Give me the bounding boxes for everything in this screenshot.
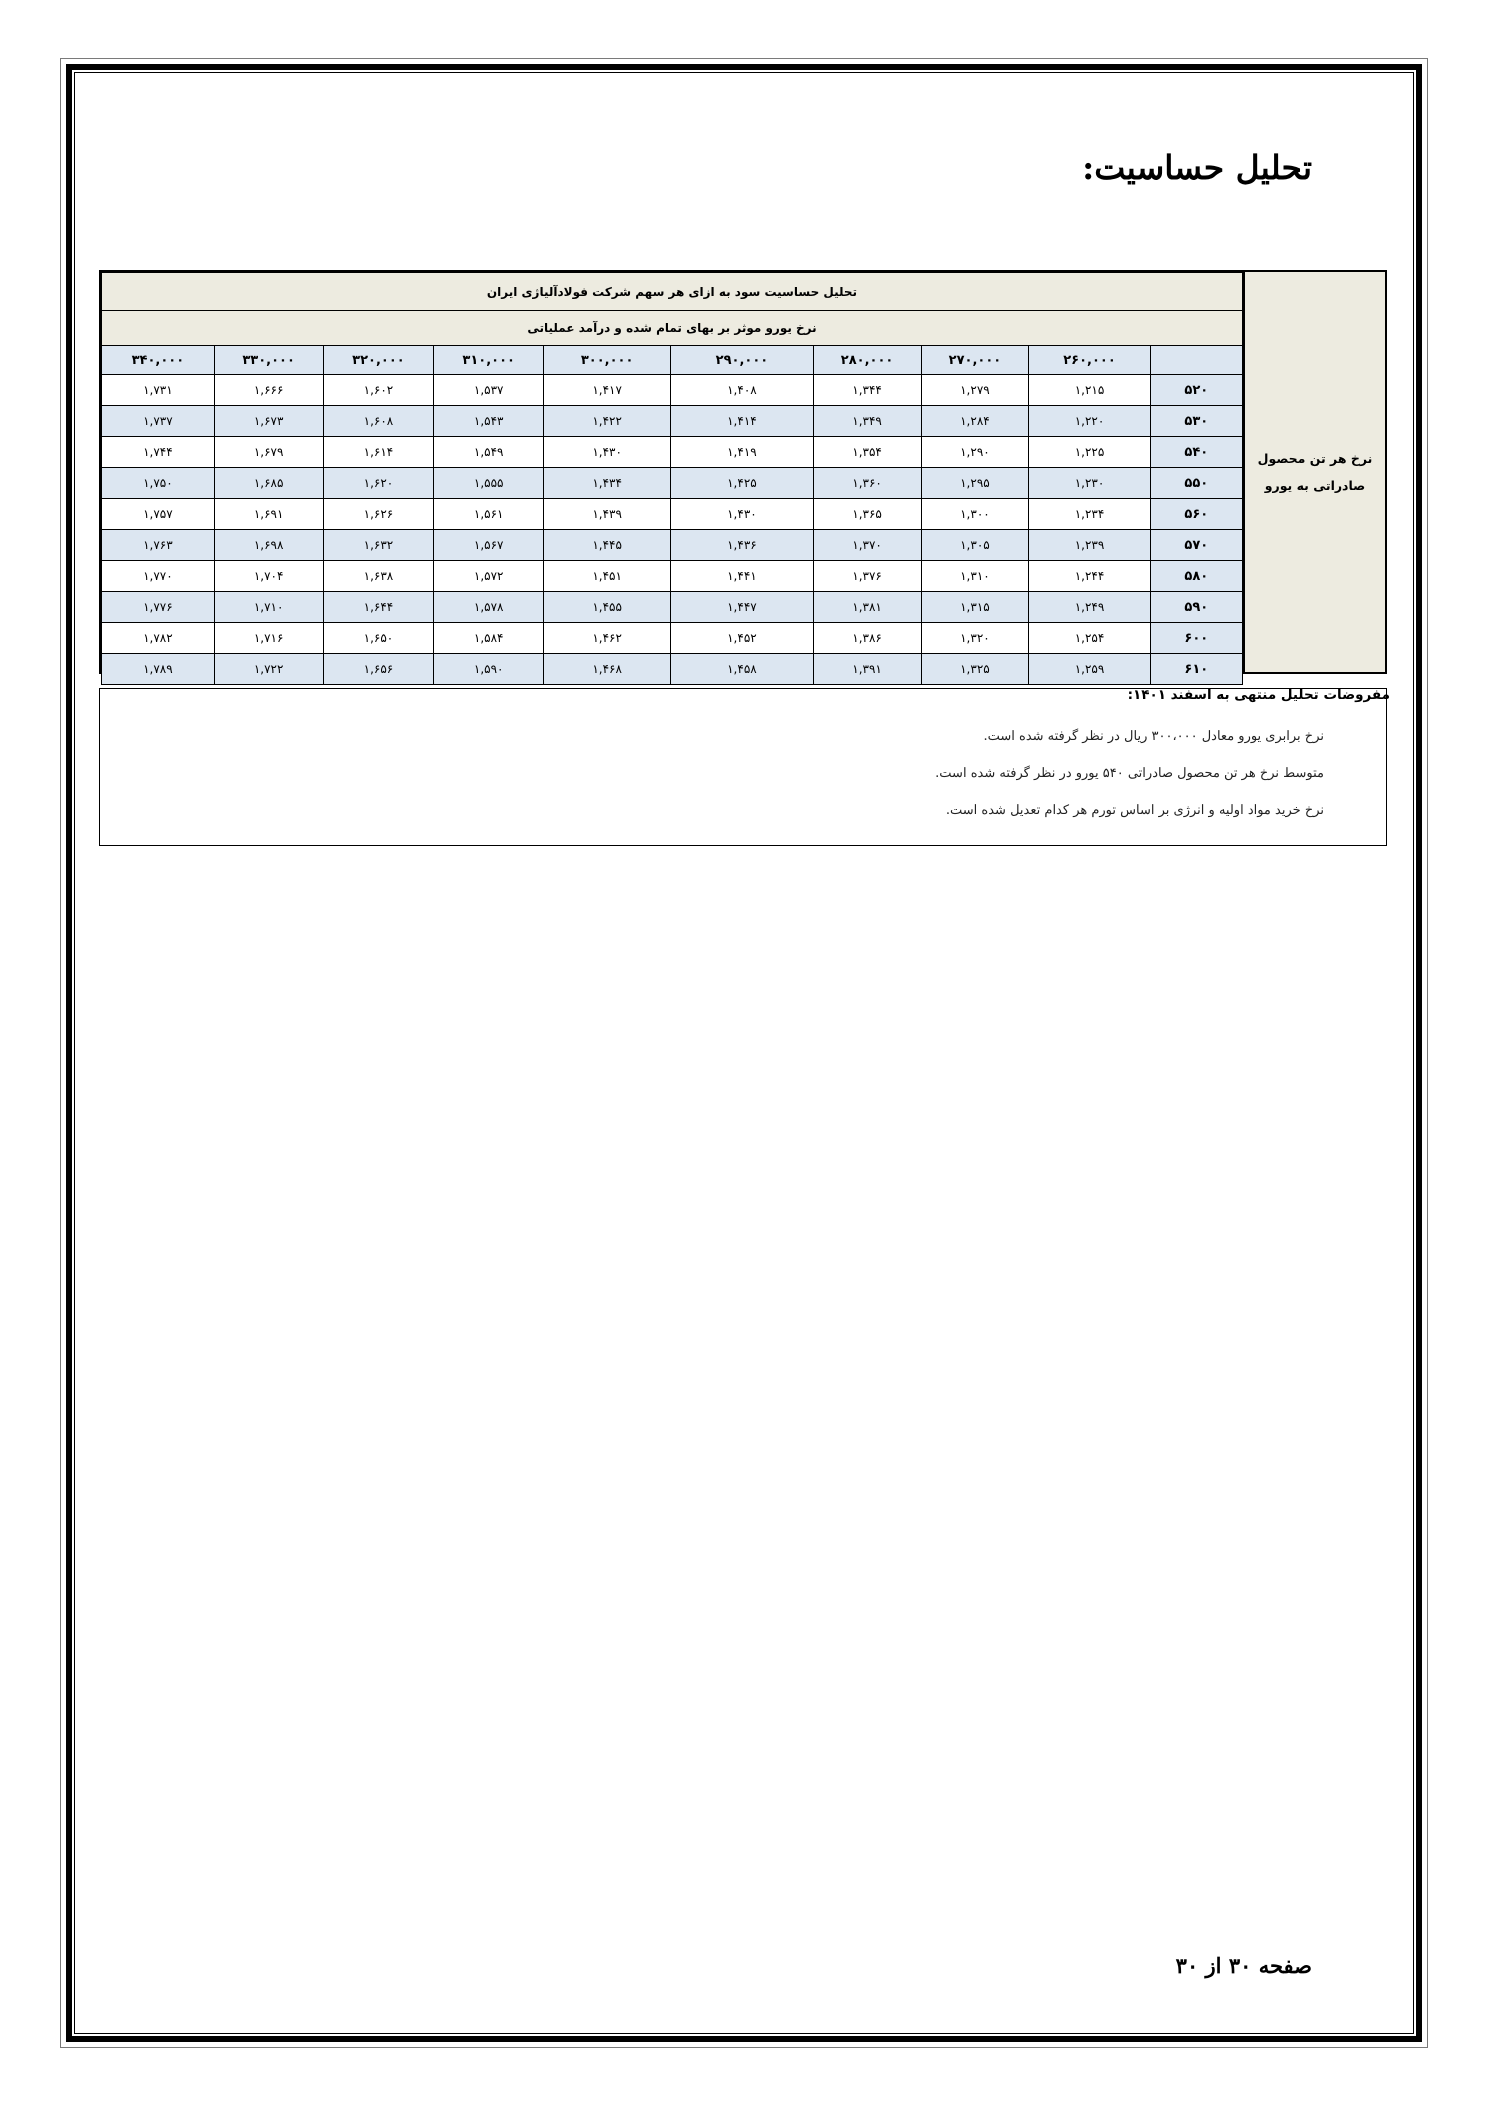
table-cell: ۱,۲۸۴ <box>921 406 1029 437</box>
table-cell: ۱,۴۵۱ <box>544 561 671 592</box>
table-cell: ۱,۶۷۹ <box>214 437 323 468</box>
table-cell: ۱,۳۱۰ <box>921 561 1029 592</box>
table-cell: ۱,۶۱۴ <box>323 437 434 468</box>
table-cell: ۱,۴۳۴ <box>544 468 671 499</box>
column-header: ۳۱۰,۰۰۰ <box>434 346 544 375</box>
column-header: ۲۷۰,۰۰۰ <box>921 346 1029 375</box>
table-cell: ۱,۴۴۷ <box>671 592 813 623</box>
table-cell: ۱,۶۲۰ <box>323 468 434 499</box>
table-cell: ۱,۴۳۶ <box>671 530 813 561</box>
table-cell: ۱,۷۸۲ <box>102 623 215 654</box>
table-cell: ۱,۲۳۰ <box>1029 468 1150 499</box>
table-cell: ۱,۵۳۷ <box>434 375 544 406</box>
table-row <box>102 468 1243 499</box>
table-cell: ۱,۳۶۵ <box>813 499 921 530</box>
table-cell: ۱,۳۸۶ <box>813 623 921 654</box>
table-cell: ۱,۲۴۹ <box>1029 592 1150 623</box>
table-cell: ۱,۲۲۵ <box>1029 437 1150 468</box>
row-axis-label-line1: نرخ هر تن محصول <box>1257 451 1373 466</box>
table-cell: ۱,۲۵۴ <box>1029 623 1150 654</box>
table-row <box>102 623 1243 654</box>
column-header: ۳۴۰,۰۰۰ <box>102 346 215 375</box>
table-cell: ۱,۴۳۰ <box>544 437 671 468</box>
table-cell: ۱,۴۵۵ <box>544 592 671 623</box>
table-cell: ۱,۶۴۴ <box>323 592 434 623</box>
assumptions-list <box>935 718 1324 829</box>
table-cell: ۱,۵۷۲ <box>434 561 544 592</box>
table-cell: ۱,۷۱۰ <box>214 592 323 623</box>
table-cell: ۱,۶۰۲ <box>323 375 434 406</box>
row-header: ۵۸۰ <box>1150 561 1242 592</box>
sensitivity-table <box>99 270 1387 677</box>
table-cell: ۱,۳۹۱ <box>813 654 921 685</box>
table-cell: ۱,۵۷۸ <box>434 592 544 623</box>
table-cell: ۱,۷۳۱ <box>102 375 215 406</box>
table-row <box>102 561 1243 592</box>
table-row <box>102 592 1243 623</box>
table-cell: ۱,۵۹۰ <box>434 654 544 685</box>
table-cell: ۱,۶۵۶ <box>323 654 434 685</box>
row-header: ۵۶۰ <box>1150 499 1242 530</box>
table-cell: ۱,۷۵۷ <box>102 499 215 530</box>
table-cell: ۱,۲۳۹ <box>1029 530 1150 561</box>
table-cell: ۱,۶۵۰ <box>323 623 434 654</box>
table-cell: ۱,۴۵۸ <box>671 654 813 685</box>
table-cell: ۱,۳۴۴ <box>813 375 921 406</box>
table-row <box>102 499 1243 530</box>
table-row <box>102 437 1243 468</box>
column-header: ۳۰۰,۰۰۰ <box>544 346 671 375</box>
table-cell: ۱,۴۲۲ <box>544 406 671 437</box>
table-row <box>102 530 1243 561</box>
row-header: ۵۵۰ <box>1150 468 1242 499</box>
row-header: ۵۲۰ <box>1150 375 1242 406</box>
table-cell: ۱,۳۰۰ <box>921 499 1029 530</box>
table-row <box>102 375 1243 406</box>
table-cell: ۱,۷۷۰ <box>102 561 215 592</box>
table-cell: ۱,۲۹۵ <box>921 468 1029 499</box>
assumption-item: متوسط نرخ هر تن محصول صادراتی ۵۴۰ یورو در نظر گرفته شده است. <box>935 766 1324 781</box>
table-cell: ۱,۷۰۴ <box>214 561 323 592</box>
table-cell: ۱,۲۴۴ <box>1029 561 1150 592</box>
table-cell: ۱,۴۴۵ <box>544 530 671 561</box>
row-header: ۵۹۰ <box>1150 592 1242 623</box>
row-axis-label-line2: صادراتی به یورو <box>1264 478 1366 493</box>
row-header: ۶۱۰ <box>1150 654 1242 685</box>
table-cell: ۱,۴۳۰ <box>671 499 813 530</box>
table-cell: ۱,۴۲۵ <box>671 468 813 499</box>
row-header: ۶۰۰ <box>1150 623 1242 654</box>
table-title: تحلیل حساسیت سود به ازای هر سهم شرکت فولادآلیاژی ایران <box>102 273 1243 311</box>
assumptions-box <box>99 687 1390 846</box>
table-cell: ۱,۴۶۸ <box>544 654 671 685</box>
table-cell: ۱,۳۲۰ <box>921 623 1029 654</box>
table-cell: ۱,۳۶۰ <box>813 468 921 499</box>
row-axis-label <box>1243 272 1385 672</box>
table-subtitle: نرخ یورو موثر بر بهای تمام شده و درآمد عملیاتی <box>102 311 1243 346</box>
table-cell: ۱,۴۴۱ <box>671 561 813 592</box>
assumption-item: نرخ برابری یورو معادل ۳۰۰،۰۰۰ ریال در نظر گرفته شده است. <box>983 729 1324 744</box>
table-cell: ۱,۴۰۸ <box>671 375 813 406</box>
table-cell: ۱,۵۶۷ <box>434 530 544 561</box>
table-cell: ۱,۲۳۴ <box>1029 499 1150 530</box>
assumption-item: نرخ خرید مواد اولیه و انرژی بر اساس تورم هر کدام تعدیل شده است. <box>945 803 1324 818</box>
table-cell: ۱,۳۸۱ <box>813 592 921 623</box>
table-cell: ۱,۷۲۲ <box>214 654 323 685</box>
table-cell: ۱,۷۷۶ <box>102 592 215 623</box>
table-cell: ۱,۳۴۹ <box>813 406 921 437</box>
table-cell: ۱,۷۳۷ <box>102 406 215 437</box>
page-title: تحلیل حساسیت: <box>1082 148 1312 187</box>
table-cell: ۱,۳۲۵ <box>921 654 1029 685</box>
table-cell: ۱,۷۸۹ <box>102 654 215 685</box>
table-cell: ۱,۵۴۳ <box>434 406 544 437</box>
table-cell: ۱,۲۹۰ <box>921 437 1029 468</box>
table-cell: ۱,۲۵۹ <box>1029 654 1150 685</box>
table-cell: ۱,۷۶۳ <box>102 530 215 561</box>
table-cell: ۱,۶۳۸ <box>323 561 434 592</box>
table-cell: ۱,۴۳۹ <box>544 499 671 530</box>
table-row <box>102 406 1243 437</box>
table-cell: ۱,۶۹۸ <box>214 530 323 561</box>
table-cell: ۱,۶۷۳ <box>214 406 323 437</box>
assumptions-title: مفروضات تحلیل منتهی به اسفند ۱۴۰۱: <box>1127 687 1390 703</box>
table-cell: ۱,۷۴۴ <box>102 437 215 468</box>
table-cell: ۱,۴۶۲ <box>544 623 671 654</box>
table-row <box>102 654 1243 685</box>
table-cell: ۱,۲۱۵ <box>1029 375 1150 406</box>
table-cell: ۱,۲۲۰ <box>1029 406 1150 437</box>
table-cell: ۱,۶۳۲ <box>323 530 434 561</box>
table-cell: ۱,۴۱۴ <box>671 406 813 437</box>
table-cell: ۱,۵۵۵ <box>434 468 544 499</box>
table-cell: ۱,۷۵۰ <box>102 468 215 499</box>
header-corner-cell <box>1150 346 1242 375</box>
table-cell: ۱,۷۱۶ <box>214 623 323 654</box>
table-cell: ۱,۵۸۴ <box>434 623 544 654</box>
table-cell: ۱,۶۹۱ <box>214 499 323 530</box>
column-header: ۲۶۰,۰۰۰ <box>1029 346 1150 375</box>
table-cell: ۱,۳۰۵ <box>921 530 1029 561</box>
row-header: ۵۳۰ <box>1150 406 1242 437</box>
sensitivity-grid <box>101 272 1243 685</box>
table-cell: ۱,۶۸۵ <box>214 468 323 499</box>
column-header: ۳۲۰,۰۰۰ <box>323 346 434 375</box>
table-cell: ۱,۳۵۴ <box>813 437 921 468</box>
table-cell: ۱,۳۷۰ <box>813 530 921 561</box>
column-header: ۲۹۰,۰۰۰ <box>671 346 813 375</box>
table-cell: ۱,۴۵۲ <box>671 623 813 654</box>
table-cell: ۱,۶۲۶ <box>323 499 434 530</box>
column-header: ۳۳۰,۰۰۰ <box>214 346 323 375</box>
table-cell: ۱,۶۰۸ <box>323 406 434 437</box>
table-cell: ۱,۴۱۷ <box>544 375 671 406</box>
table-cell: ۱,۲۷۹ <box>921 375 1029 406</box>
column-header: ۲۸۰,۰۰۰ <box>813 346 921 375</box>
table-cell: ۱,۳۷۶ <box>813 561 921 592</box>
table-cell: ۱,۳۱۵ <box>921 592 1029 623</box>
table-cell: ۱,۵۶۱ <box>434 499 544 530</box>
row-header: ۵۷۰ <box>1150 530 1242 561</box>
table-cell: ۱,۴۱۹ <box>671 437 813 468</box>
page-number: صفحه ۳۰ از ۳۰ <box>1175 1953 1312 1978</box>
table-cell: ۱,۶۶۶ <box>214 375 323 406</box>
table-cell: ۱,۵۴۹ <box>434 437 544 468</box>
row-header: ۵۴۰ <box>1150 437 1242 468</box>
